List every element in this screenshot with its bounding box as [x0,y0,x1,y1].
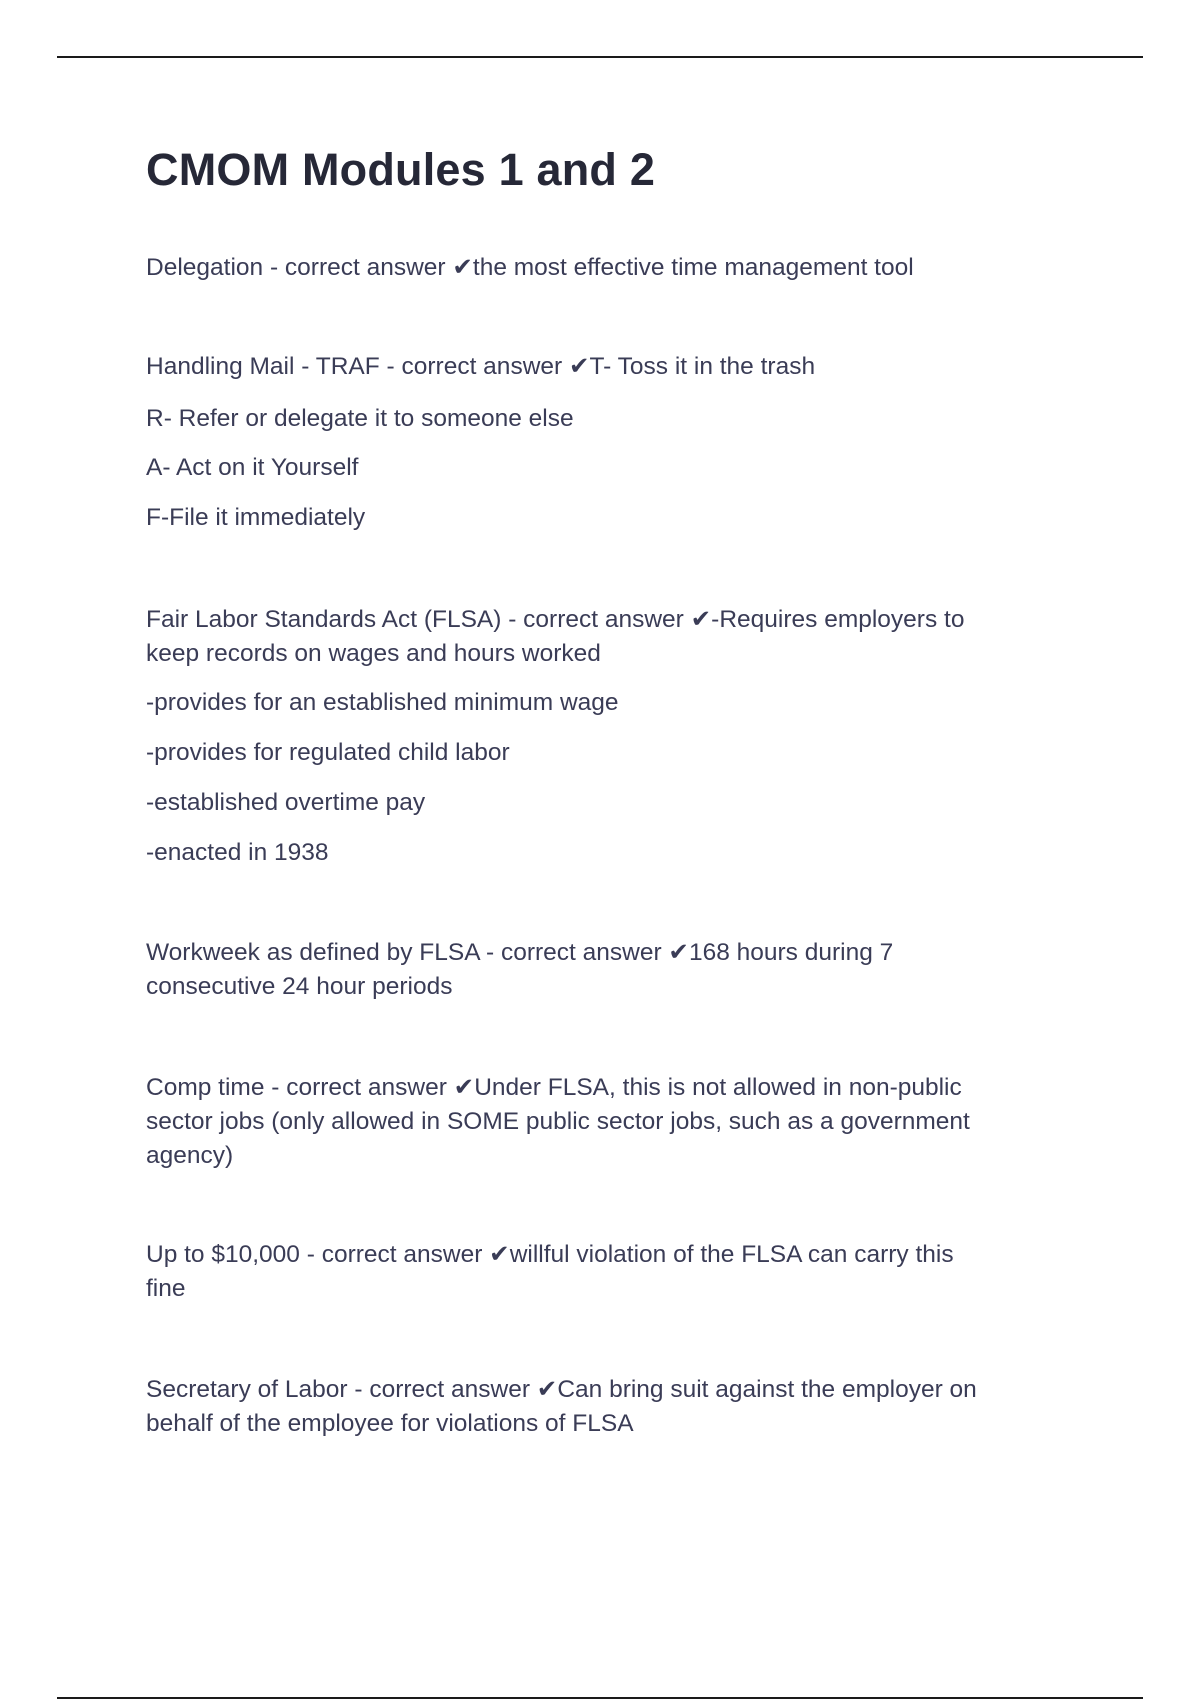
entry-delegation [146,251,1096,285]
entry-line: agency) [146,1142,234,1169]
entry-line: F-File it immediately [146,504,366,531]
entry-line: keep records on wages and hours worked [146,640,601,667]
entry-comp-time [146,1071,1096,1173]
bottom-divider [57,1697,1143,1699]
entry-line: R- Refer or delegate it to someone else [146,405,574,432]
entry-line: fine [146,1275,186,1302]
entry-line: Workweek as defined by FLSA - correct answer ✔168 hours during 7 [146,939,894,966]
entry-secretary-of-labor [146,1373,1096,1441]
entry-line: sector jobs (only allowed in SOME public sector jobs, such as a government [146,1108,970,1135]
entry-line: A- Act on it Yourself [146,454,359,481]
entry-line: Up to $10,000 - correct answer ✔willful violation of the FLSA can carry this [146,1241,954,1268]
entry-line: -enacted in 1938 [146,839,329,866]
entry-line: behalf of the employee for violations of FLSA [146,1410,634,1437]
entry-line: -provides for an established minimum wage [146,689,619,716]
entry-line: Secretary of Labor - correct answer ✔Can bring suit against the employer on [146,1376,977,1403]
entry-line: -provides for regulated child labor [146,739,510,766]
entry-line: Handling Mail - TRAF - correct answer ✔T- Toss it in the trash [146,353,816,380]
entry-handling-mail [146,350,1096,535]
entry-fine [146,1238,1096,1306]
page-title: CMOM Modules 1 and 2 [146,144,656,195]
entry-workweek [146,936,1096,1004]
top-divider [57,56,1143,58]
entry-flsa [146,603,1096,870]
entry-line: Comp time - correct answer ✔Under FLSA, this is not allowed in non-public [146,1074,962,1101]
entry-line: -established overtime pay [146,789,426,816]
entry-line: Fair Labor Standards Act (FLSA) - correct answer ✔-Requires employers to [146,606,965,633]
entry-line: consecutive 24 hour periods [146,973,453,1000]
entry-line: Delegation - correct answer ✔the most effective time management tool [146,254,914,281]
